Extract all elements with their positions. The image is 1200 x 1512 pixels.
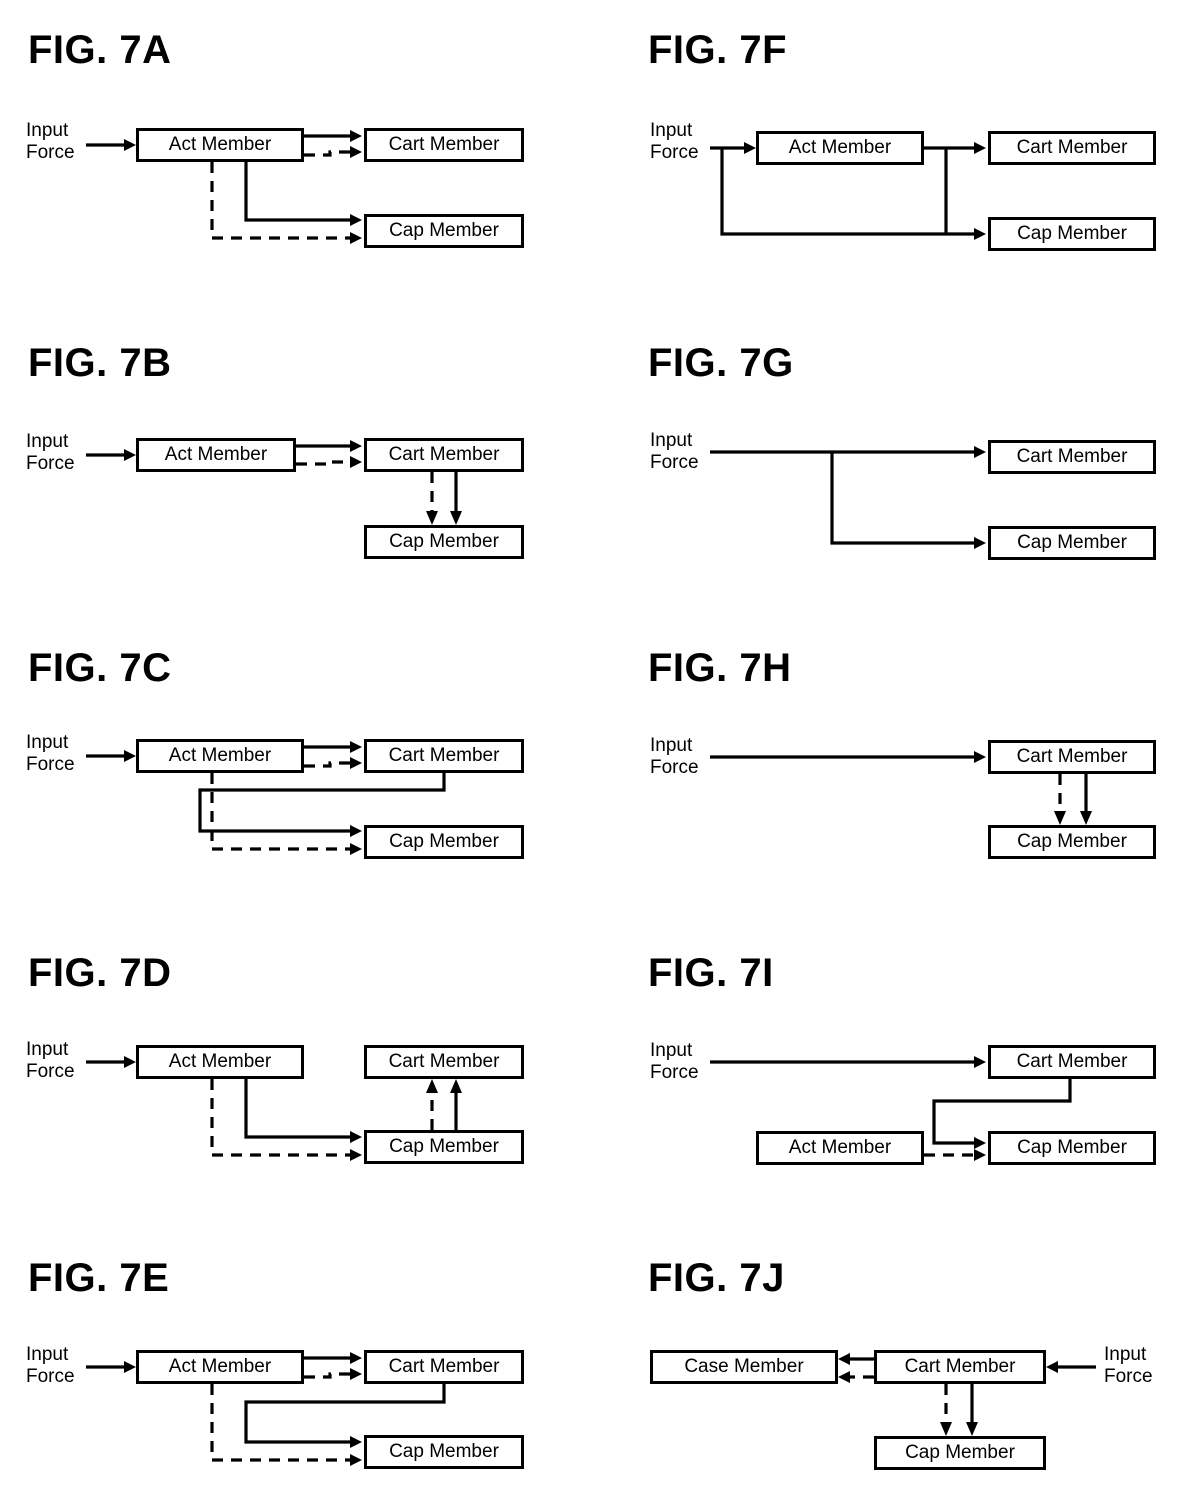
wires-7e — [0, 1220, 600, 1512]
box-cap-member-7i: Cap Member — [988, 1131, 1156, 1165]
input-force-line1: Input — [650, 735, 693, 756]
input-force-line1: Input — [26, 1039, 69, 1060]
input-force-line2: Force — [26, 753, 75, 775]
box-cart-member-7g: Cart Member — [988, 440, 1156, 474]
box-cart-member-7h: Cart Member — [988, 740, 1156, 774]
box-cap-member-7b: Cap Member — [364, 525, 524, 559]
figure-panel-7e — [0, 1220, 600, 1512]
wires-7h — [600, 610, 1200, 910]
box-cap-member-7a: Cap Member — [364, 214, 524, 248]
input-force-line1: Input — [26, 1344, 69, 1365]
input-force-line2: Force — [1104, 1365, 1153, 1387]
box-cart-member-7i: Cart Member — [988, 1045, 1156, 1079]
wires-7d — [0, 915, 600, 1215]
box-cap-member-7j: Cap Member — [874, 1436, 1046, 1470]
box-cart-member-7a: Cart Member — [364, 128, 524, 162]
input-force-line2: Force — [650, 141, 699, 163]
wires-7c — [0, 610, 600, 910]
figure-panel-7c — [0, 610, 600, 910]
wires-7b — [0, 305, 600, 605]
input-force-line2: Force — [650, 451, 699, 473]
box-cap-member-7g: Cap Member — [988, 526, 1156, 560]
figure-title-7g: FIG. 7G — [648, 341, 794, 385]
wires-7i — [600, 915, 1200, 1215]
box-act-member-7d: Act Member — [136, 1045, 304, 1079]
input-force-line1: Input — [1104, 1344, 1147, 1365]
figure-title-7i: FIG. 7I — [648, 951, 774, 995]
box-act-member-7c: Act Member — [136, 739, 304, 773]
figure-title-7h: FIG. 7H — [648, 646, 792, 690]
wires-7g — [600, 305, 1200, 605]
box-act-member-7i: Act Member — [756, 1131, 924, 1165]
figure-title-7f: FIG. 7F — [648, 28, 788, 72]
box-act-member-7b: Act Member — [136, 438, 296, 472]
input-force-line2: Force — [650, 756, 699, 778]
figure-panel-7j — [600, 1220, 1200, 1512]
input-force-line1: Input — [650, 120, 693, 141]
box-cart-member-7c: Cart Member — [364, 739, 524, 773]
figure-title-7j: FIG. 7J — [648, 1256, 785, 1300]
input-force-line1: Input — [26, 120, 69, 141]
figure-title-7d: FIG. 7D — [28, 951, 172, 995]
figure-panel-7f — [600, 0, 1200, 300]
input-force-line2: Force — [26, 452, 75, 474]
input-force-line2: Force — [26, 1060, 75, 1082]
box-cap-member-7d: Cap Member — [364, 1130, 524, 1164]
box-cart-member-7b: Cart Member — [364, 438, 524, 472]
box-cart-member-7j: Cart Member — [874, 1350, 1046, 1384]
figure-panel-7h — [600, 610, 1200, 910]
box-cap-member-7c: Cap Member — [364, 825, 524, 859]
input-force-line1: Input — [26, 431, 69, 452]
box-cart-member-7f: Cart Member — [988, 131, 1156, 165]
input-force-line2: Force — [26, 141, 75, 163]
input-force-line1: Input — [26, 732, 69, 753]
input-force-line1: Input — [650, 430, 693, 451]
figure-panel-7d — [0, 915, 600, 1215]
wires-7a — [0, 0, 600, 300]
box-act-member-7e: Act Member — [136, 1350, 304, 1384]
wires-7f — [600, 0, 1200, 300]
box-cap-member-7e: Cap Member — [364, 1435, 524, 1469]
figure-title-7b: FIG. 7B — [28, 341, 172, 385]
box-act-member-7a: Act Member — [136, 128, 304, 162]
box-cart-member-7d: Cart Member — [364, 1045, 524, 1079]
figure-panel-7a — [0, 0, 600, 300]
figure-panel-7b — [0, 305, 600, 605]
box-cart-member-7e: Cart Member — [364, 1350, 524, 1384]
box-act-member-7f: Act Member — [756, 131, 924, 165]
figure-title-7c: FIG. 7C — [28, 646, 172, 690]
input-force-line1: Input — [650, 1040, 693, 1061]
input-force-line2: Force — [650, 1061, 699, 1083]
figure-title-7e: FIG. 7E — [28, 1256, 170, 1300]
figure-panel-7g — [600, 305, 1200, 605]
input-force-line2: Force — [26, 1365, 75, 1387]
wires-7j — [600, 1220, 1200, 1512]
figure-title-7a: FIG. 7A — [28, 28, 172, 72]
box-cap-member-7h: Cap Member — [988, 825, 1156, 859]
box-cap-member-7f: Cap Member — [988, 217, 1156, 251]
box-case-member-7j: Case Member — [650, 1350, 838, 1384]
figure-panel-7i — [600, 915, 1200, 1215]
